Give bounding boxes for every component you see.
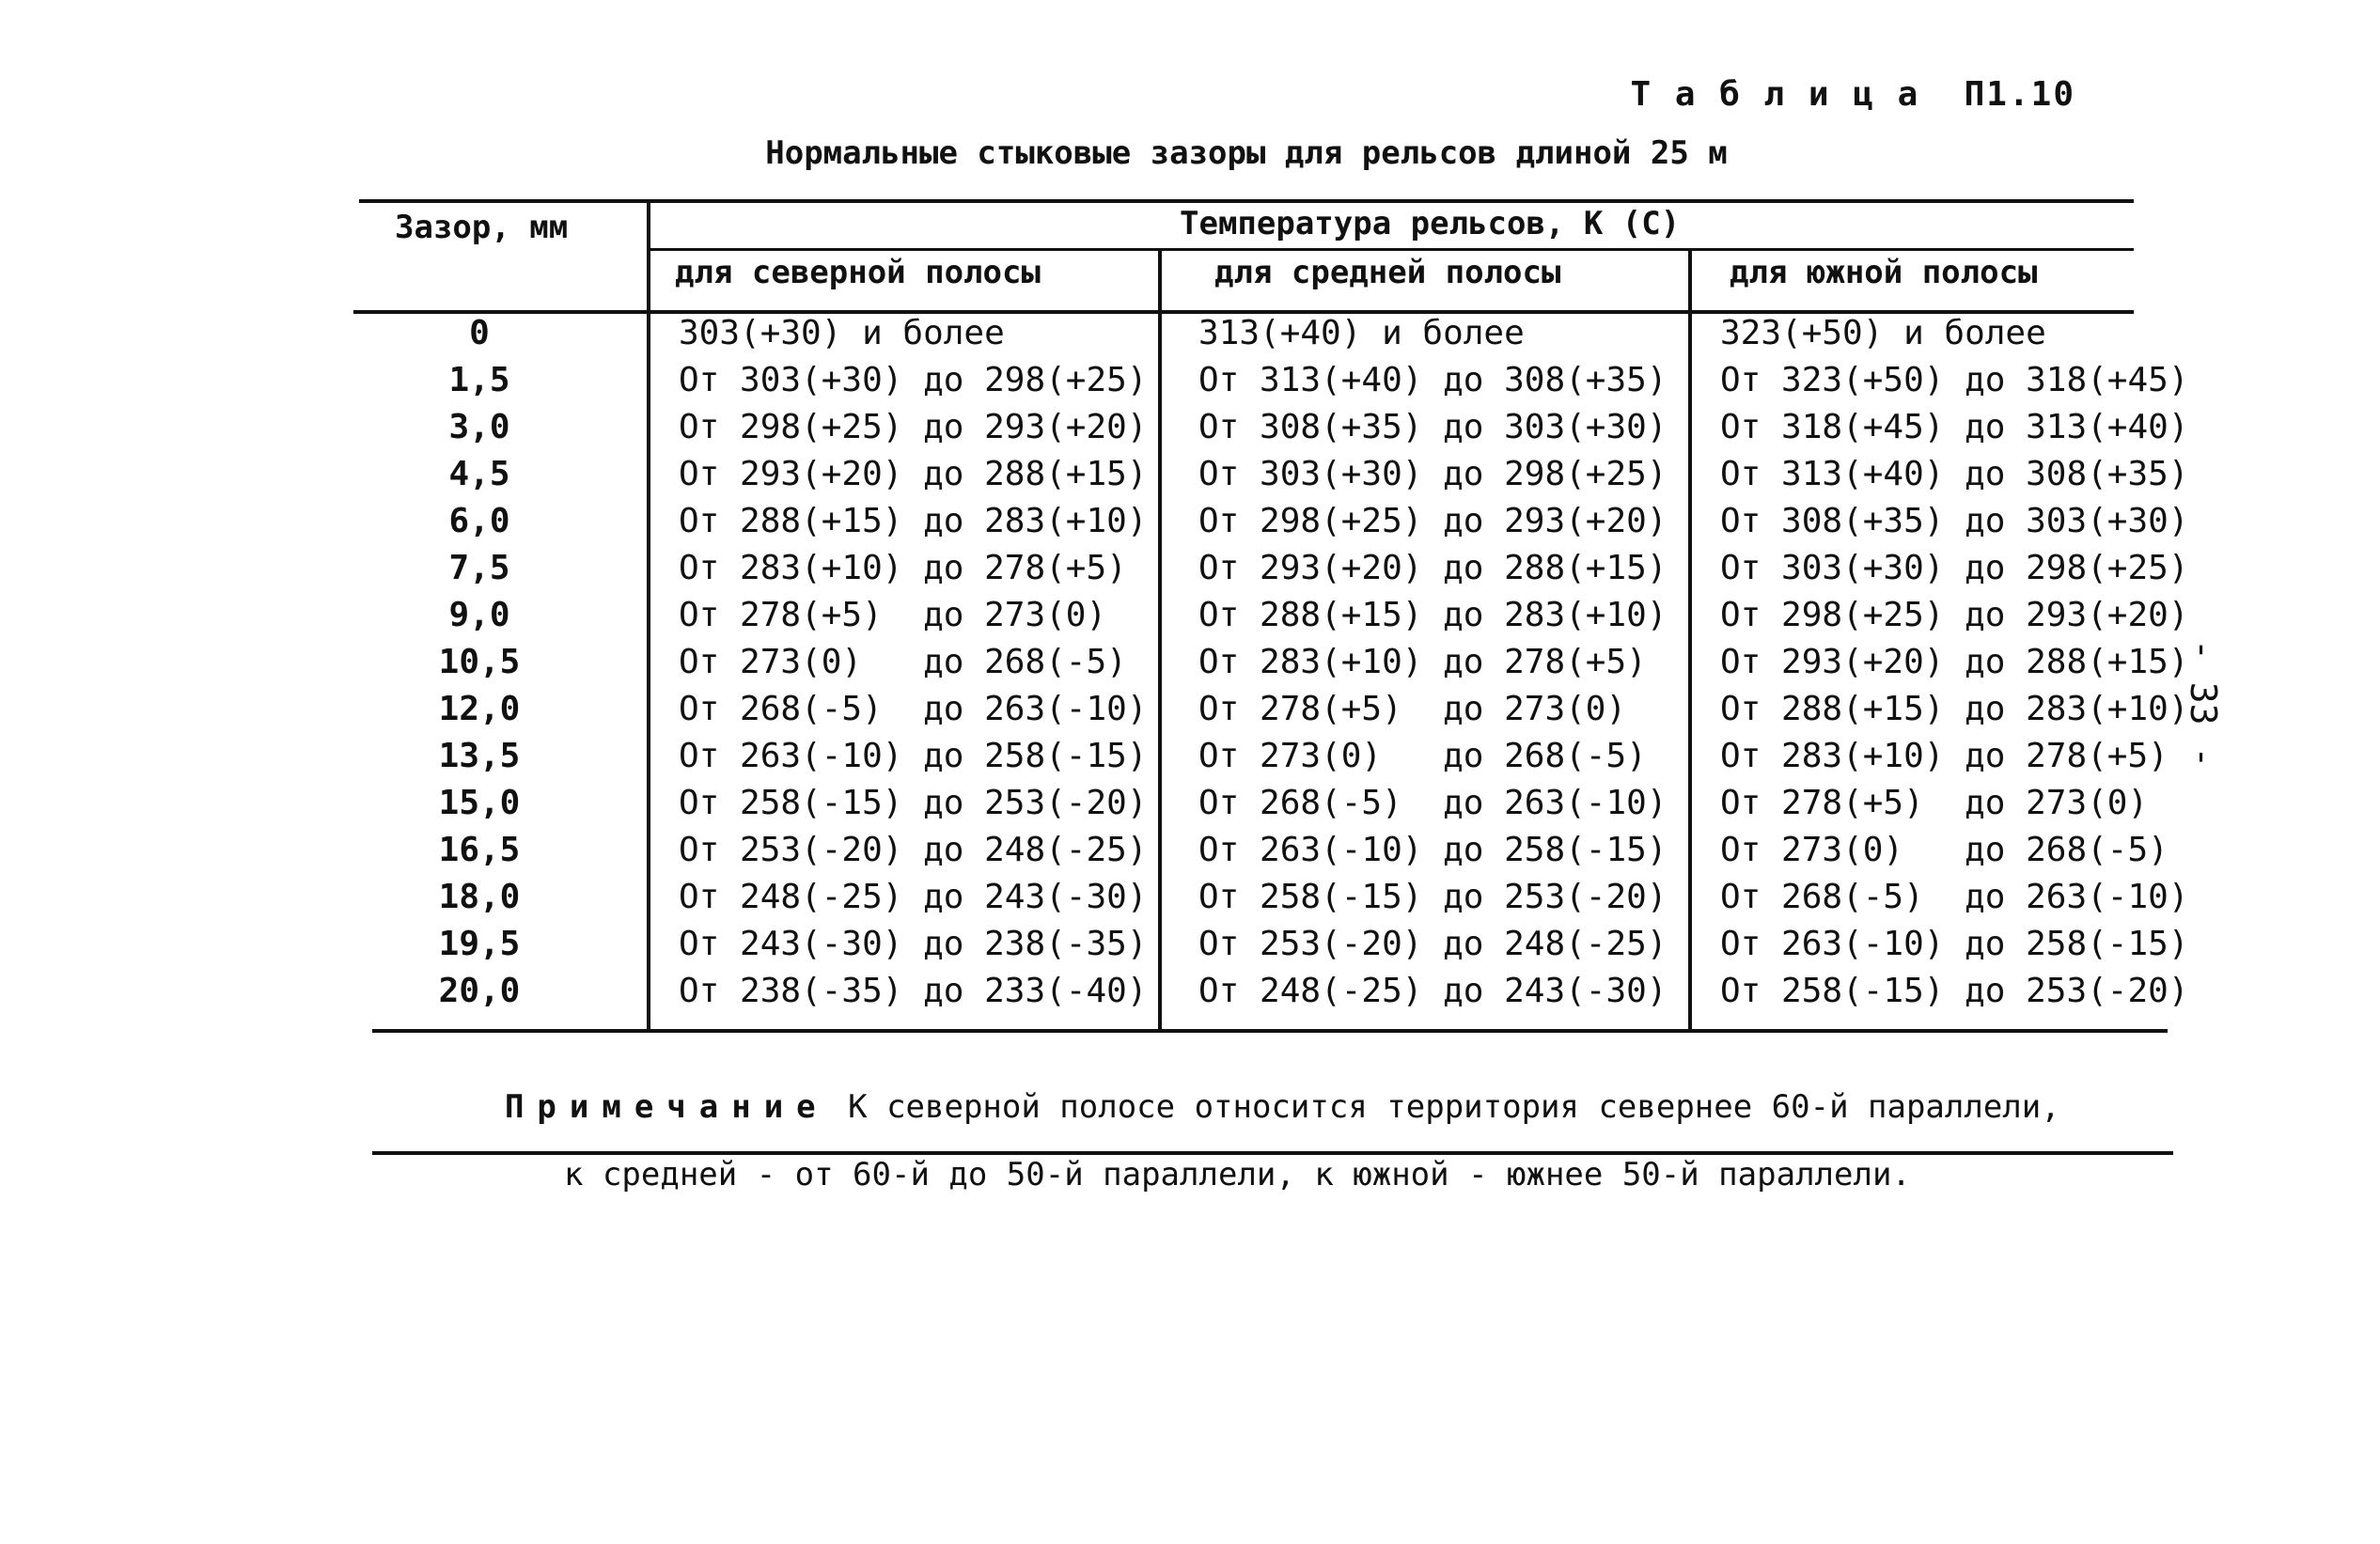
temperature-header-rule [649, 248, 2134, 251]
note-line-2: к средней - от 60-й до 50-й параллели, к южной - южнее 50-й параллели. [564, 1156, 1911, 1193]
table-row [0, 643, 2380, 690]
south-cell: От 288(+15) до 283(+10) [1720, 690, 2189, 728]
table-row [0, 549, 2380, 596]
gap-cell: 12,0 [438, 690, 521, 728]
table-row [0, 596, 2380, 643]
middle-cell: От 288(+15) до 283(+10) [1198, 596, 1668, 634]
middle-cell: От 263(-10) до 258(-15) [1198, 831, 1668, 869]
north-cell: От 238(-35) до 233(-40) [679, 972, 1148, 1010]
north-cell: От 278(+5) до 273(0) [679, 596, 1107, 634]
south-cell: От 283(+10) до 278(+5) [1720, 737, 2169, 775]
middle-cell: От 258(-15) до 253(-20) [1198, 878, 1668, 916]
south-cell: От 268(-5) до 263(-10) [1720, 878, 2189, 916]
table-row [0, 925, 2380, 972]
gap-cell: 19,5 [438, 925, 521, 963]
gap-cell: 1,5 [448, 361, 510, 399]
table-row [0, 408, 2380, 455]
table-title-text: Нормальные стыковые зазоры для рельсов длиной 25 м [765, 134, 1728, 172]
south-cell: От 258(-15) до 253(-20) [1720, 972, 2189, 1010]
table-row [0, 455, 2380, 502]
south-cell: От 298(+25) до 293(+20) [1720, 596, 2189, 634]
gap-cell: 6,0 [448, 502, 510, 540]
gap-cell: 7,5 [448, 549, 510, 587]
table-row [0, 972, 2380, 1019]
gap-cell: 9,0 [448, 596, 510, 634]
gap-cell: 20,0 [438, 972, 521, 1010]
south-cell: От 273(0) до 268(-5) [1720, 831, 2169, 869]
table-bottom-rule [372, 1029, 2168, 1033]
north-cell: От 263(-10) до 258(-15) [679, 737, 1148, 775]
table-row [0, 737, 2380, 784]
south-cell: От 278(+5) до 273(0) [1720, 784, 2149, 822]
page-number: - 33 - [2183, 639, 2224, 769]
north-cell: От 293(+20) до 288(+15) [679, 455, 1148, 493]
north-cell: От 268(-5) до 263(-10) [679, 690, 1148, 728]
middle-cell: От 268(-5) до 263(-10) [1198, 784, 1668, 822]
table-row [0, 690, 2380, 737]
north-cell: От 248(-25) до 243(-30) [679, 878, 1148, 916]
north-cell: От 243(-30) до 238(-35) [679, 925, 1148, 963]
south-cell: 323(+50) и более [1720, 314, 2046, 352]
middle-cell: От 298(+25) до 293(+20) [1198, 502, 1668, 540]
middle-cell: От 293(+20) до 288(+15) [1198, 549, 1668, 587]
header-north: для северной полосы [675, 254, 1041, 291]
middle-cell: От 308(+35) до 303(+30) [1198, 408, 1668, 446]
south-cell: От 308(+35) до 303(+30) [1720, 502, 2189, 540]
gap-cell: 18,0 [438, 878, 521, 916]
table-row [0, 361, 2380, 408]
middle-cell: От 273(0) до 268(-5) [1198, 737, 1647, 775]
table-row [0, 314, 2380, 361]
middle-cell: От 248(-25) до 243(-30) [1198, 972, 1668, 1010]
south-cell: От 293(+20) до 288(+15) [1720, 643, 2189, 681]
gap-cell: 10,5 [438, 643, 521, 681]
middle-cell: От 278(+5) до 273(0) [1198, 690, 1627, 728]
table-label: Т а б л и ц а П1.10 [1630, 75, 2075, 114]
south-cell: От 318(+45) до 313(+40) [1720, 408, 2189, 446]
middle-cell: 313(+40) и более [1198, 314, 1525, 352]
table-row [0, 878, 2380, 925]
table-row [0, 784, 2380, 831]
table-title [0, 134, 2380, 172]
note-heading: Примечание [504, 1088, 829, 1126]
header-south: для южной полосы [1730, 254, 2038, 291]
north-cell: От 303(+30) до 298(+25) [679, 361, 1148, 399]
table-row [0, 502, 2380, 549]
gap-cell: 15,0 [438, 784, 521, 822]
gap-cell: 13,5 [438, 737, 521, 775]
north-cell: От 253(-20) до 248(-25) [679, 831, 1148, 869]
north-cell: От 283(+10) до 278(+5) [679, 549, 1127, 587]
gap-cell: 16,5 [438, 831, 521, 869]
north-cell: От 258(-15) до 253(-20) [679, 784, 1148, 822]
north-cell: 303(+30) и более [679, 314, 1005, 352]
note-line-1: К северной полосе относится территория севернее 60-й параллели, [828, 1088, 2060, 1126]
header-temperature: Температура рельсов, К (С) [1180, 205, 1681, 242]
north-cell: От 298(+25) до 293(+20) [679, 408, 1148, 446]
north-cell: От 288(+15) до 283(+10) [679, 502, 1148, 540]
south-cell: От 323(+50) до 318(+45) [1720, 361, 2189, 399]
header-gap: Зазор, мм [395, 209, 569, 246]
middle-cell: От 283(+10) до 278(+5) [1198, 643, 1647, 681]
table-top-rule [359, 199, 2134, 203]
middle-cell: От 303(+30) до 298(+25) [1198, 455, 1668, 493]
gap-cell: 4,5 [448, 455, 510, 493]
gap-cell: 3,0 [448, 408, 510, 446]
header-middle: для средней полосы [1214, 254, 1561, 291]
gap-cell: 0 [469, 314, 490, 352]
middle-cell: От 253(-20) до 248(-25) [1198, 925, 1668, 963]
south-cell: От 303(+30) до 298(+25) [1720, 549, 2189, 587]
middle-cell: От 313(+40) до 308(+35) [1198, 361, 1668, 399]
table-row [0, 831, 2380, 878]
table-note [466, 1056, 2060, 1225]
north-cell: От 273(0) до 268(-5) [679, 643, 1127, 681]
south-cell: От 263(-10) до 258(-15) [1720, 925, 2189, 963]
south-cell: От 313(+40) до 308(+35) [1720, 455, 2189, 493]
